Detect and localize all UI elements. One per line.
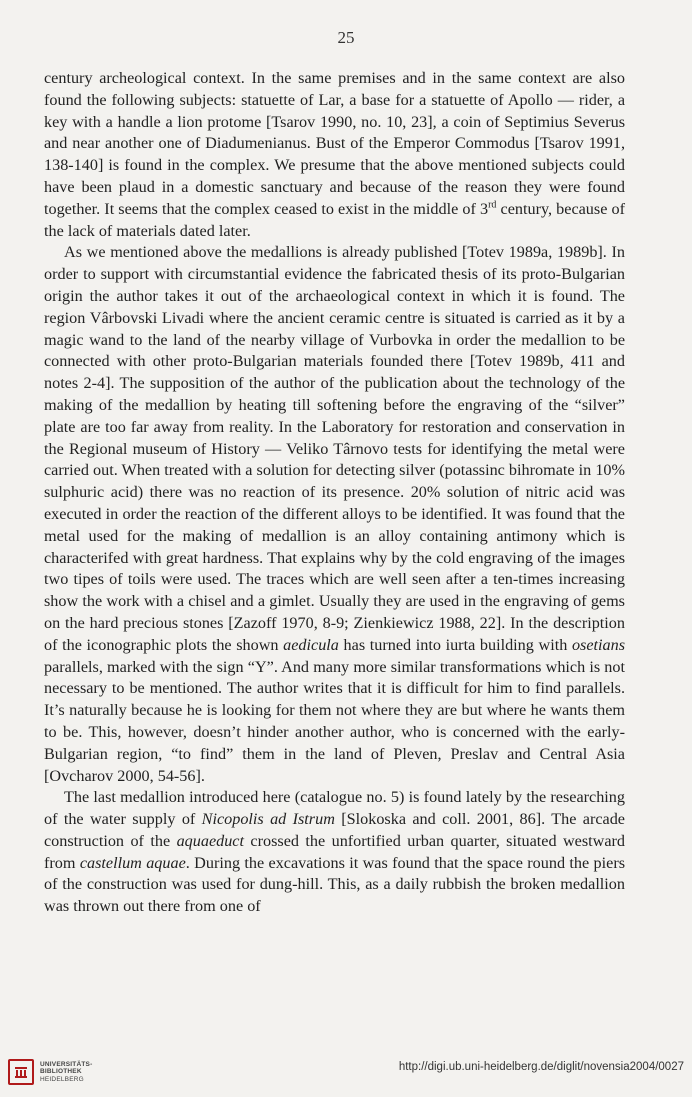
library-seal-icon bbox=[8, 1059, 34, 1085]
library-logo[interactable] bbox=[8, 1054, 118, 1090]
body-text bbox=[44, 68, 625, 918]
source-url-link[interactable]: http://digi.ub.uni-heidelberg.de/diglit/novensia2004/0027 bbox=[398, 1061, 684, 1073]
library-name-line: UNIVERSITÄTS- bbox=[40, 1060, 93, 1068]
library-name bbox=[40, 1061, 92, 1084]
paragraph: century archeological context. In the same premises and in the same context are also found the following subjects: statuette of Lar, a base for a statuette of Apollo — rider, a key with a handle a lion protome [Tsarov 1990, no. 10, 23], a coin of Septimius Severus and near another one of Diadumenianus. Bust of the Emperor Commodus [Tsarov 1991, 138-140] is found in the complex. We presume that the above mentioned subjects could have been plaud in a domestic sanctuary and because of the reason they were found together. It seems that the complex ceased to exist in the middle of 3rd century, because of the lack of materials dated later. bbox=[44, 69, 625, 240]
library-name-line: HEIDELBERG bbox=[40, 1075, 84, 1083]
page-number: 25 bbox=[337, 28, 355, 47]
paragraph: The last medallion introduced here (catalogue no. 5) is found lately by the researching of the water supply of Nicopolis ad Istrum [Slokoska and coll. 2001, 86]. The arcade construction of the aquaeduct crossed the unfortified urban quarter, situated westward from castellum aquae. During the excavations it was found that the space round the piers of the construction was used for dung-hill. This, as a daily rubbish the broken medallion was thrown out there from one of bbox=[44, 788, 626, 916]
library-name-line: BIBLIOTHEK bbox=[40, 1068, 82, 1076]
paragraph: As we mentioned above the medallions is already published [Totev 1989a, 1989b]. In order to support with circumstantial evidence the fabricated thesis of its proto-Bulgarian origin the author takes it out of the archaeological context in which it is found. The region Vârbovski Livadi where the ancient ceramic centre is situated is carried as it by a magic wand to the land of the nearby village of Vurbovka in order the medallion to be connected with other proto-Bulgarian materials founded there [Totev 1989b, 411 and notes 2-4]. The supposition of the author of the publication about the technology of the making of the medallion by heating till softening before the engraving of the “silver” plate are too far away from reality. In the Laboratory for restoration and conservation in the Regional museum of History — Veliko Târnovo tests for identifying the metal were carried out. When treated with a solution for detecting silver (potassinc bihromate in 10% sulphuric acid) there was no reaction of its presence. 20% solution of nitric acid was executed in order the reaction of the different alloys to be identified. It was found that the metal used for the making of medallion is an alloy containing antimony which is characterifed with great hardness. That explains why by the cold engraving of the images two tipes of toils were used. The traces which are well seen after a ten-times increasing show the work with a chisel and a gimlet. Usually they are used in the engraving of gems on the hard precious stones [Zazoff 1970, 8-9; Zienkiewicz 1988, 22]. In the description of the iconographic plots the shown aedicula has turned into iurta building with osetians parallels, marked with the sign “Y”. And many more similar transformations which is not necessary to be mentioned. The author writes that it is difficult for him to find parallels. It’s naturally because he is looking for them not where they are but where he wants them to be. This, however, doesn’t hinder another author, who is concerned with the early-Bulgarian region, “to find” them in the land of Pleven, Preslav and Central Asia [Ovcharov 2000, 54-56]. bbox=[44, 243, 625, 785]
